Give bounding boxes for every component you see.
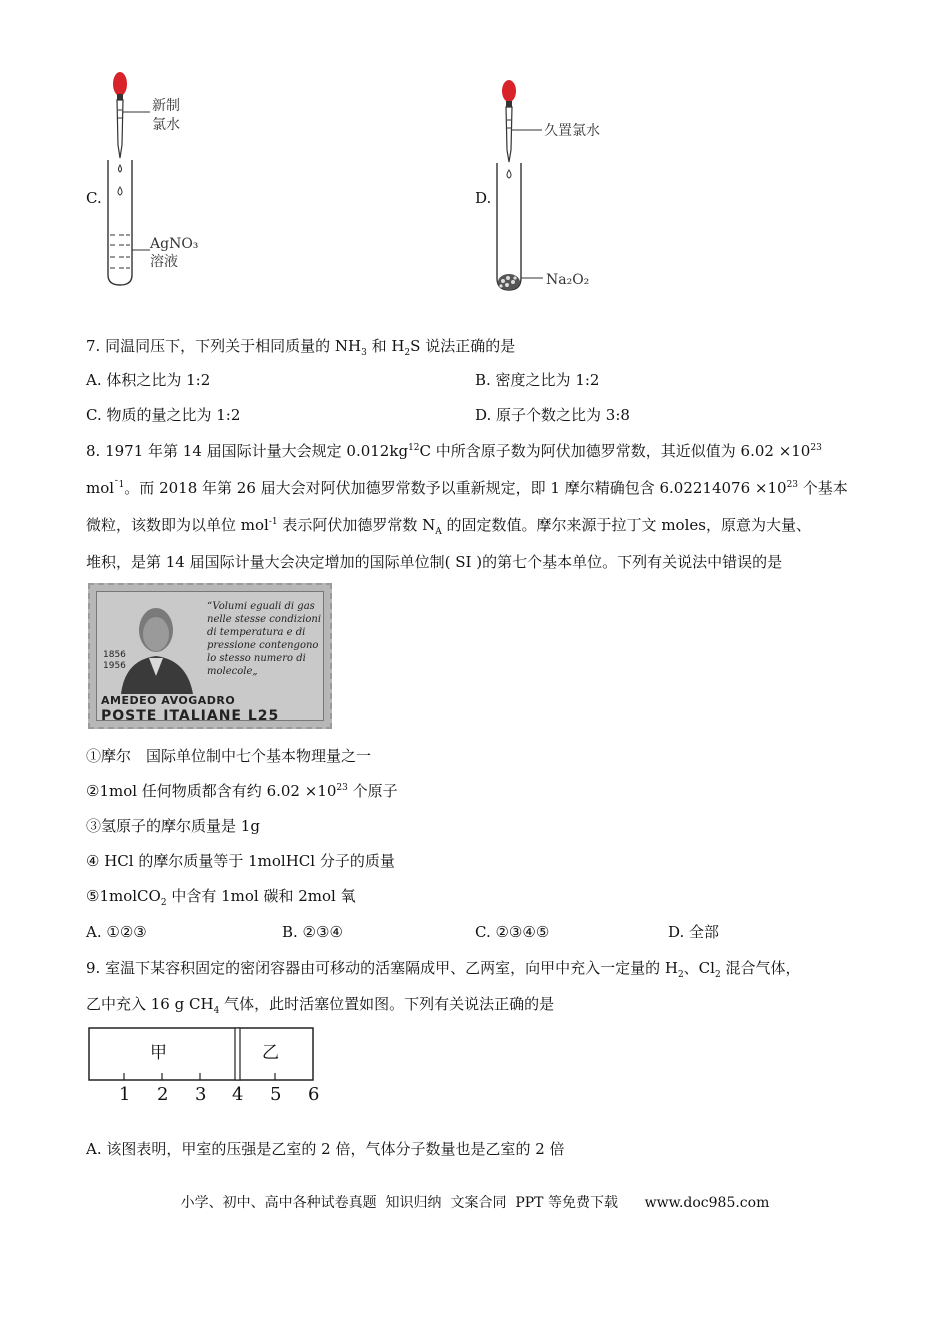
test-tube xyxy=(497,163,521,290)
test-tube-d-diagram xyxy=(485,78,615,298)
chamber-yi-label: 乙 xyxy=(262,1043,279,1063)
scale-tick-label: 2 xyxy=(157,1084,169,1105)
solid-powder xyxy=(498,274,520,290)
reagent-label: 溶液 xyxy=(150,254,178,270)
q7-option-d: D. 原子个数之比为 3:8 xyxy=(475,406,630,424)
option-d-label: D. xyxy=(475,189,492,207)
dropper-tube xyxy=(506,107,512,162)
stamp-name: AMEDEO AVOGADRO xyxy=(101,694,236,707)
avogadro-stamp-image xyxy=(88,583,332,729)
statement-1: ①摩尔 国际单位制中七个基本物理量之一 xyxy=(86,747,372,765)
question-7-stem: 7. 同温同压下，下列关于相同质量的 $NH_3$ 和 $H_2S$ 说法正确的是 xyxy=(86,337,516,358)
portrait-image xyxy=(111,598,201,694)
q8-option-a: A. ①②③ xyxy=(86,923,147,941)
page-footer: 小学、初中、高中各种试卷真题 知识归纳 文案合同 PPT 等免费下载 www.doc985.com xyxy=(180,1195,770,1211)
q9-option-a: A. 该图表明，甲室的压强是乙室的 2 倍，气体分子数量也是乙室的 2 倍 xyxy=(86,1140,565,1158)
container-outline xyxy=(89,1028,313,1080)
q8-option-d: D. 全部 xyxy=(668,923,720,941)
reagent-label: Na₂O₂ xyxy=(546,272,590,288)
question-8-line-1: 8. 1971 年第 14 届国际计量大会规定 $0.012kg^{12}C$ 中所含原子数为阿伏加德罗常数，其近似值为 $6.02 \times 10^{23}$ xyxy=(86,442,822,460)
scale-tick-label: 4 xyxy=(232,1084,244,1105)
question-9-line-2: 乙中充入 16 g $CH_4$ 气体，此时活塞位置如图。下列有关说法正确的是 xyxy=(86,995,555,1016)
dropper-bulb xyxy=(113,72,127,96)
scale-tick-label: 5 xyxy=(270,1084,282,1105)
test-tube xyxy=(108,160,132,285)
dropper-tube xyxy=(117,100,123,158)
q7-option-c: C. 物质的量之比为 1:2 xyxy=(86,406,241,424)
question-8-line-4: 堆积，是第 14 届国际计量大会决定增加的国际单位制( SI )的第七个基本单位。下列有关说法中错误的是 xyxy=(86,553,783,571)
question-8-line-3: 微粒，该数即为以单位 mol$^{-1}$ 表示阿伏加德罗常数 $N_A$ 的固定数值。摩尔来源于拉丁文 moles，原意为大量、 xyxy=(86,516,811,537)
chamber-jia-label: 甲 xyxy=(150,1043,167,1063)
q8-option-b: B. ②③④ xyxy=(282,923,343,941)
statement-5: ⑤1molCO$_2$ 中含有 1mol 碳和 2mol 氧 xyxy=(86,887,356,908)
scale-tick-label: 1 xyxy=(119,1084,131,1105)
dropper-bulb xyxy=(502,80,516,102)
q8-option-c: C. ②③④⑤ xyxy=(475,923,550,941)
statement-2: ②1mol 任何物质都含有约 $6.02 \times 10^{23}$ 个原子 xyxy=(86,782,398,800)
scale-tick-label: 6 xyxy=(308,1084,320,1105)
q7-option-b: B. 密度之比为 1:2 xyxy=(475,371,600,389)
reagent-label: AgNO₃ xyxy=(150,236,199,252)
reagent-label: 氯水 xyxy=(152,117,180,133)
scale-tick-label: 3 xyxy=(195,1084,207,1105)
stamp-poste: POSTE ITALIANE L25 xyxy=(101,708,280,724)
q7-option-a: A. 体积之比为 1:2 xyxy=(86,371,211,389)
question-8-line-2: mol$^{ˉ1}$。而 2018 年第 26 届大会对阿伏加德罗常数予以重新规定，即 1 摩尔精确包含 $6.02214076 \times 10^{23}$ 个基本 xyxy=(86,479,848,497)
reagent-label: 久置氯水 xyxy=(544,123,600,139)
statement-4: ④ HCl 的摩尔质量等于 1molHCl 分子的质量 xyxy=(86,852,395,870)
stamp-quote: “Volumi eguali di gas nelle stesse condizioni di temperatura e di pressione contengono lo stesso numero di molecole„ xyxy=(207,601,322,677)
reagent-label: 新制 xyxy=(152,98,180,114)
question-9-line-1: 9. 室温下某容积固定的密闭容器由可移动的活塞隔成甲、乙两室，向甲中充入一定量的 $H_2$、$Cl_2$ 混合气体， xyxy=(86,959,801,980)
stamp-years: 1856 1956 xyxy=(103,650,126,671)
piston xyxy=(235,1028,240,1080)
option-c-label: C. xyxy=(86,189,102,207)
statement-3: ③氢原子的摩尔质量是 1g xyxy=(86,817,260,835)
